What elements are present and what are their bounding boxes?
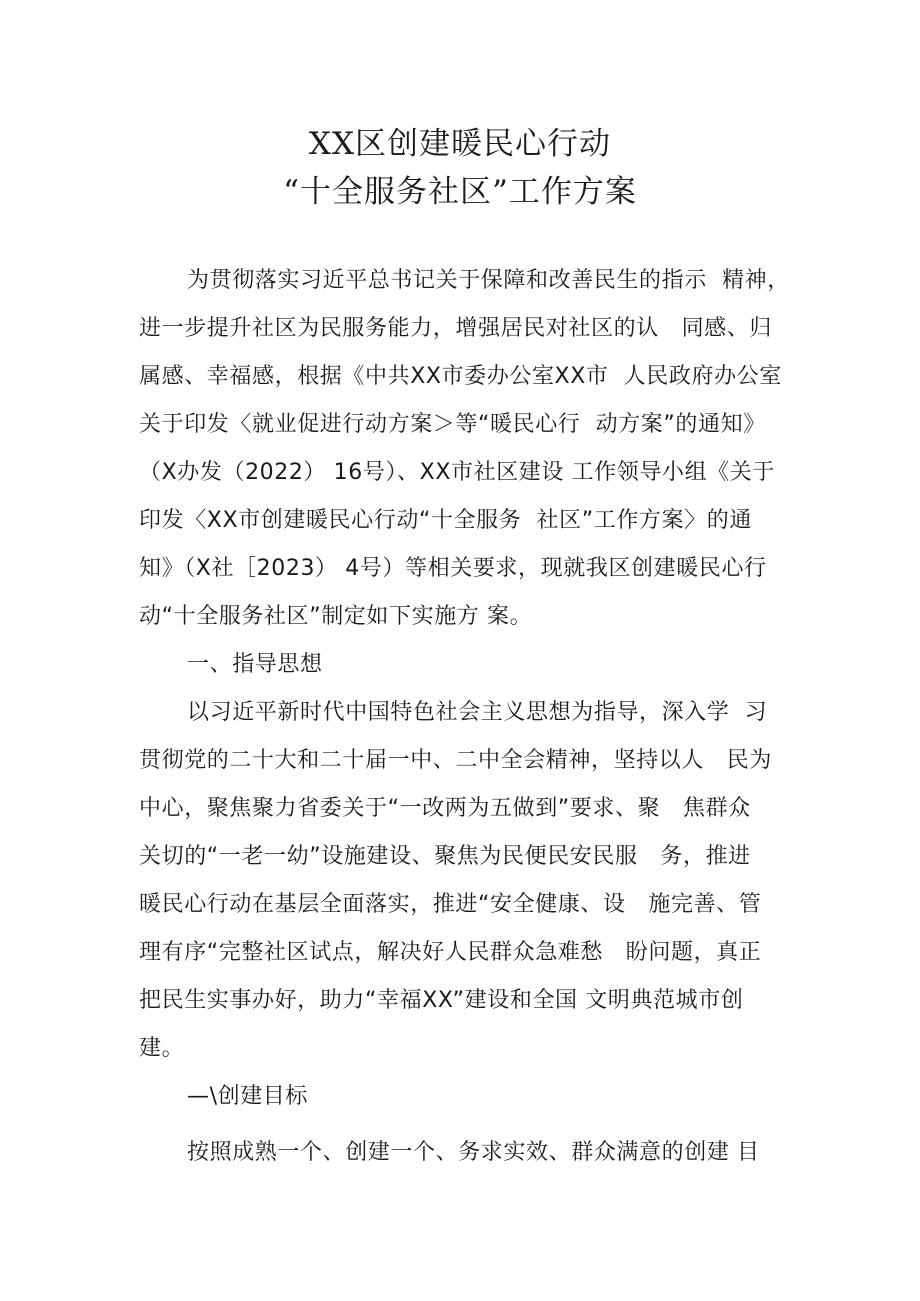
document-title-line-1: XX区创建暖民心行动	[308, 126, 612, 162]
body-line-10: 以习近平新时代中国特色社会主义思想为指导，深入学 习	[187, 700, 768, 725]
body-line-4: 关于印发〈就业促进行动方案＞等“暖民心行 动方案”的通知》	[139, 412, 766, 437]
body-line-7: 知》（X社［2023） 4号）等相关要求，现就我区创建暖民心行	[139, 556, 767, 581]
body-line-6: 印发〈XX市创建暖民心行动“十全服务 社区”工作方案〉的通	[139, 508, 752, 533]
document-title-line-2: “十全服务社区”工作方案	[283, 174, 637, 210]
body-line-2: 进一步提升社区为民服务能力，增强居民对社区的认 同感、归	[139, 316, 772, 341]
body-line-8: 动“十全服务社区”制定如下实施方 案。	[139, 604, 533, 629]
body-line-17: 建。	[139, 1036, 185, 1061]
body-line-13: 关切的“一老一幼”设施建设、聚焦为民便民安民服 务，推进	[139, 844, 751, 869]
body-line-11: 贯彻党的二十大和二十届一中、二中全会精神，坚持以人 民为	[139, 748, 772, 773]
body-line-15: 理有序“完整社区试点，解决好人民群众急难愁 盼问题，真正	[139, 940, 762, 965]
body-line-1: 为贯彻落实习近平总书记关于保障和改善民生的指示 精神，	[187, 268, 790, 293]
body-line-12: 中心，聚焦聚力省委关于“一改两为五做到”要求、聚 焦群众	[139, 796, 751, 821]
body-line-14: 暖民心行动在基层全面落实，推进“安全健康、设 施完善、管	[139, 892, 762, 917]
body-line-16: 把民生实事办好，助力“幸福XX”建设和全国 文明典范城市创	[139, 988, 744, 1013]
section-heading-guiding-thought: 一、指导思想	[187, 652, 323, 677]
body-line-5: （X办发（2022） 16号）、XX市社区建设 工作领导小组《关于	[139, 460, 775, 485]
body-line-19: 按照成熟一个、创建一个、务求实效、群众满意的创建 目	[187, 1140, 760, 1165]
body-line-3: 属感、幸福感，根据《中共XX市委办公室XX市 人民政府办公室	[139, 364, 782, 389]
section-heading-goals: —\创建目标	[187, 1084, 309, 1109]
